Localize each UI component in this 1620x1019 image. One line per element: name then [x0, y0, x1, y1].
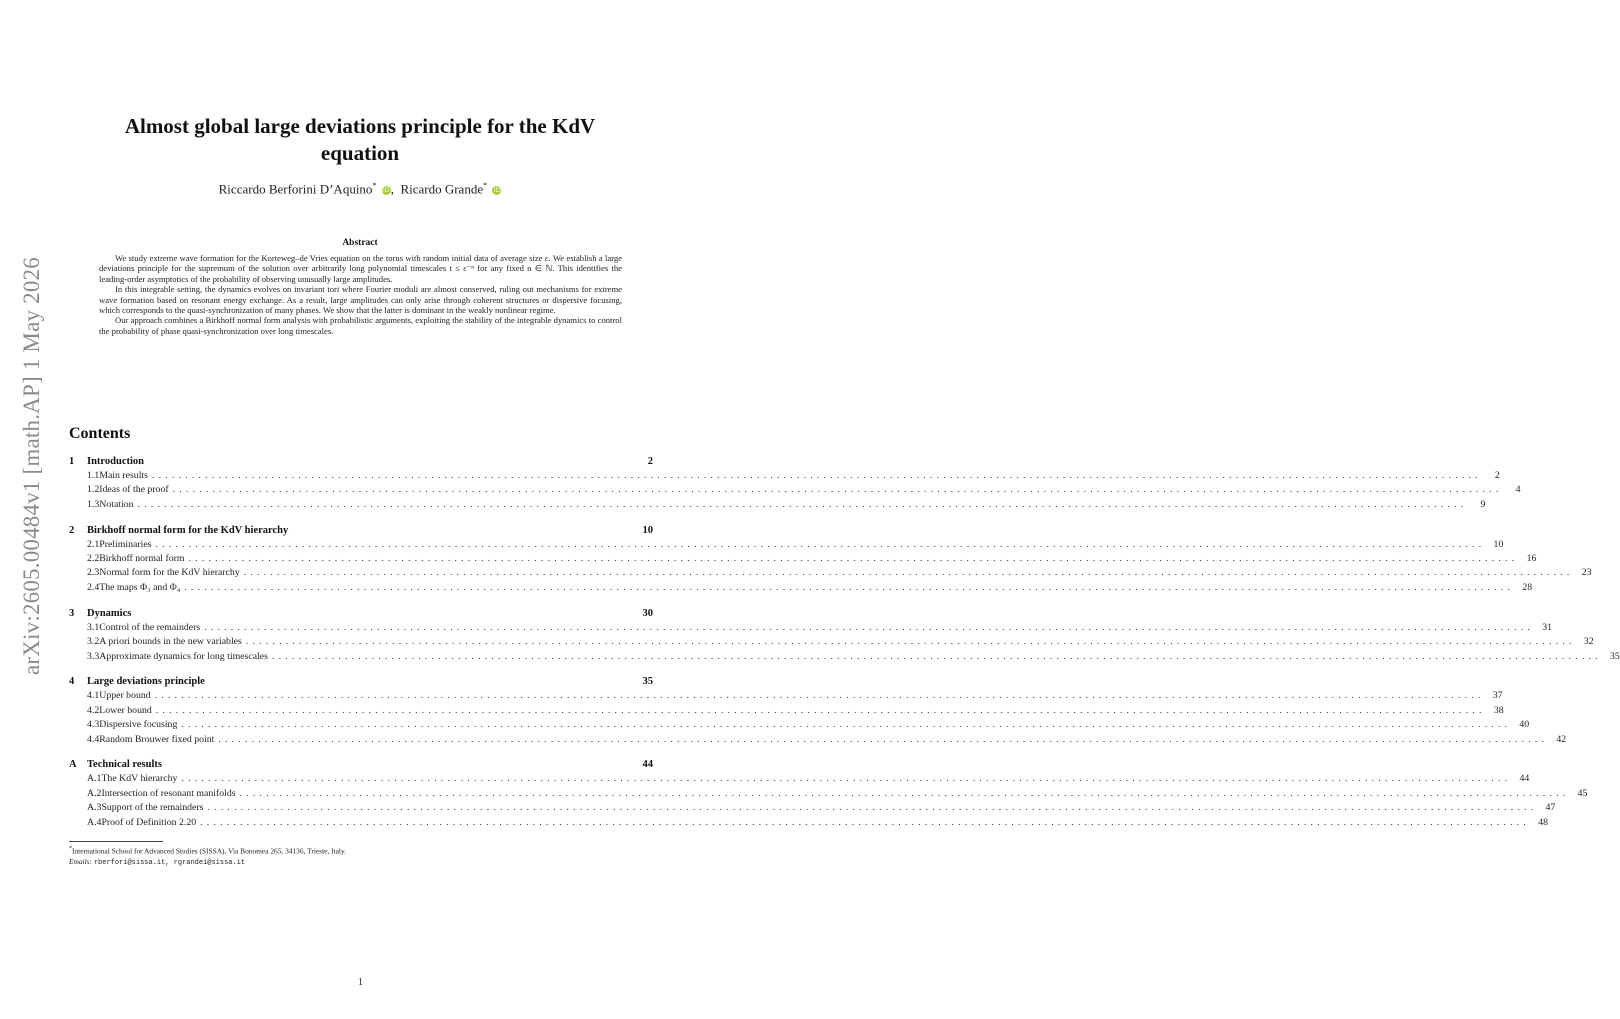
- toc-subsection-title[interactable]: Control of the remainders: [99, 621, 201, 633]
- toc-leader-dots: ........................................................................................................................................................................................................: [204, 621, 1535, 633]
- toc-subsection-page[interactable]: 31: [1542, 621, 1553, 633]
- page-number: 1: [358, 977, 363, 988]
- toc-leader-dots: ........................................................................................................................................................................................................: [245, 636, 1576, 648]
- author-list: Riccardo Berforini D’Aquino* iD, Ricardo Grande* iD: [218, 181, 500, 197]
- toc-subsection-number: 1.1: [87, 470, 100, 481]
- toc-subsection-title[interactable]: Normal form for the KdV hierarchy: [99, 567, 240, 579]
- toc-leader-dots: ........................................................................................................................................................................................................: [188, 553, 1519, 565]
- toc-subsection-title[interactable]: Upper bound: [99, 690, 151, 702]
- toc-section-page[interactable]: 44: [642, 759, 653, 771]
- table-of-contents: [69, 455, 1620, 830]
- toc-leader-dots: ........................................................................................................................................................................................................: [184, 581, 1515, 593]
- toc-subsection-page[interactable]: 40: [1519, 719, 1530, 731]
- toc-subsection-page[interactable]: 38: [1493, 704, 1504, 716]
- toc-subsection-page[interactable]: 48: [1538, 816, 1548, 828]
- toc-subsection-page[interactable]: 44: [1519, 773, 1530, 785]
- toc-subsection-page[interactable]: 35: [1609, 650, 1620, 662]
- toc-section-number: 3: [69, 607, 75, 619]
- toc-subsection[interactable]: [69, 581, 1533, 595]
- toc-leader-dots: ........................................................................................................................................................................................................: [271, 650, 1602, 662]
- toc-gap: [69, 595, 653, 607]
- toc-subsection-page[interactable]: 42: [1556, 733, 1567, 745]
- toc-leader-dots: ........................................................................................................................................................................................................: [207, 802, 1538, 814]
- toc-subsection-title[interactable]: Random Brouwer fixed point: [99, 733, 215, 745]
- toc-subsection-page[interactable]: 16: [1526, 553, 1537, 565]
- author-name: Riccardo Berforini D’Aquino: [218, 181, 373, 197]
- abstract-heading: Abstract: [342, 238, 378, 248]
- toc-subsection[interactable]: [69, 787, 1588, 801]
- author-affiliation-mark: *: [483, 181, 488, 190]
- toc-section-title[interactable]: Technical results: [87, 759, 162, 771]
- toc-subsection[interactable]: [69, 621, 1553, 635]
- toc-subsection-number: A.3: [87, 802, 102, 814]
- toc-subsection-title[interactable]: The maps Φ₃ and Φ₄: [99, 581, 181, 593]
- toc-leader-dots: ........................................................................................................................................................................................................: [200, 816, 1530, 828]
- toc-section-title[interactable]: Introduction: [87, 456, 144, 467]
- orcid-icon[interactable]: iD: [383, 187, 390, 195]
- toc-subsection[interactable]: [69, 498, 1486, 512]
- toc-subsection-page[interactable]: 23: [1581, 567, 1592, 579]
- toc-gap: [69, 664, 653, 676]
- toc-leader-dots: ........................................................................................................................................................................................................: [155, 704, 1486, 716]
- footnote-rule: [69, 841, 163, 842]
- toc-leader-dots: ........................................................................................................................................................................................................: [154, 690, 1485, 702]
- toc-subsection-number: 2.4: [87, 581, 100, 593]
- toc-subsection[interactable]: [69, 733, 1567, 747]
- toc-subsection-number: 4.1: [87, 690, 100, 702]
- toc-subsection-title[interactable]: Preliminaries: [99, 538, 152, 550]
- toc-subsection-number: 4.2: [87, 704, 100, 716]
- toc-subsection[interactable]: [69, 483, 1521, 497]
- toc-section-number: A: [69, 759, 77, 771]
- toc-subsection-page[interactable]: 4: [1515, 484, 1521, 496]
- toc-subsection[interactable]: [69, 552, 1537, 566]
- toc-leader-dots: ........................................................................................................................................................................................................: [218, 733, 1549, 745]
- toc-subsection-number: 3.1: [87, 621, 100, 633]
- toc-subsection-page[interactable]: 47: [1545, 802, 1556, 814]
- contents-heading: Contents: [69, 425, 131, 442]
- toc-subsection-number: A.4: [87, 816, 102, 828]
- toc-subsection-page[interactable]: 10: [1493, 538, 1504, 550]
- toc-subsection[interactable]: [69, 704, 1504, 718]
- toc-leader-dots: ........................................................................................................................................................................................................: [239, 787, 1570, 799]
- toc-subsection-page[interactable]: 9: [1480, 498, 1486, 510]
- toc-section[interactable]: [69, 758, 653, 772]
- toc-section[interactable]: [69, 455, 653, 469]
- arxiv-identifier: arXiv:2605.00484v1 [math.AP] 1 May 2026: [19, 257, 44, 675]
- toc-subsection-title[interactable]: Approximate dynamics for long timescales: [99, 650, 268, 662]
- orcid-icon[interactable]: iD: [493, 187, 500, 195]
- toc-subsection-title[interactable]: Proof of Definition 2.20: [101, 816, 197, 828]
- toc-subsection-number: 4.4: [87, 733, 100, 745]
- toc-gap: [69, 747, 653, 759]
- toc-subsection-page[interactable]: 32: [1583, 636, 1594, 648]
- toc-subsection-title[interactable]: Birkhoff normal form: [99, 553, 185, 565]
- toc-leader-dots: ........................................................................................................................................................................................................: [181, 719, 1512, 731]
- toc-subsection[interactable]: [69, 566, 1592, 580]
- toc-subsection-number: 1.3: [87, 498, 100, 510]
- toc-section[interactable]: [69, 675, 653, 689]
- toc-subsection-title[interactable]: Support of the remainders: [101, 802, 204, 814]
- toc-subsection-title[interactable]: A priori bounds in the new variables: [99, 636, 242, 648]
- toc-section-page[interactable]: 30: [642, 607, 653, 619]
- toc-subsection-number: 4.3: [87, 719, 100, 731]
- toc-subsection-title[interactable]: Intersection of resonant manifolds: [101, 787, 236, 799]
- toc-leader-dots: ........................................................................................................................................................................................................: [151, 470, 1482, 481]
- toc-subsection-page[interactable]: 37: [1492, 690, 1503, 702]
- footnote-affiliation: International School for Advanced Studies (SISSA), Via Bonomea 265, 34136, Trieste, Italy.: [72, 846, 347, 856]
- toc-subsection-page[interactable]: 45: [1577, 787, 1588, 799]
- toc-section[interactable]: [69, 607, 653, 621]
- author-name: Ricardo Grande: [400, 181, 484, 197]
- toc-subsection[interactable]: [69, 538, 1504, 552]
- toc-subsection-page[interactable]: 2: [1494, 470, 1500, 481]
- toc-subsection[interactable]: [69, 635, 1594, 649]
- toc-leader-dots: ........................................................................................................................................................................................................: [155, 538, 1486, 550]
- toc-section-page[interactable]: 35: [642, 676, 653, 688]
- footnote-mark: *: [69, 846, 72, 852]
- toc-subsection-title[interactable]: Dispersive focusing: [99, 719, 178, 731]
- toc-section-title[interactable]: Large deviations principle: [87, 676, 205, 688]
- toc-subsection-number: 3.2: [87, 636, 100, 648]
- toc-subsection-title[interactable]: Main results: [99, 470, 148, 481]
- toc-subsection-title[interactable]: The KdV hierarchy: [101, 773, 178, 785]
- toc-subsection-number: A.1: [87, 773, 102, 785]
- paper-title: Almost global large deviations principle for the KdV equation: [124, 114, 596, 165]
- toc-leader-dots: ........................................................................................................................................................................................................: [172, 484, 1503, 496]
- toc-section-number: 1: [69, 456, 75, 467]
- toc-subsection[interactable]: [69, 816, 1548, 830]
- toc-leader-dots: ........................................................................................................................................................................................................: [137, 498, 1468, 510]
- toc-subsection[interactable]: [69, 801, 1556, 815]
- abstract-body: [99, 253, 622, 336]
- toc-section-number: 4: [69, 676, 75, 688]
- toc-section-title[interactable]: Dynamics: [87, 607, 132, 619]
- toc-subsection-number: A.2: [87, 787, 102, 799]
- toc-section-title[interactable]: Birkhoff normal form for the KdV hierarchy: [87, 524, 289, 536]
- toc-section[interactable]: [69, 524, 653, 538]
- toc-subsection[interactable]: [69, 469, 1500, 483]
- abstract-paragraph: In this integrable setting, the dynamics evolves on invariant tori where Fourier moduli are almost conserved, ruling out mechanisms for extreme wave formation based on resonant energy exchange. As a result, large amplitudes can only arise through coherent structures or dispersive focusing, which corresponds to the quasi-synchronization of many phases. We show that the latter is dominant in the weakly nonlinear regime.: [99, 284, 622, 316]
- toc-subsection[interactable]: [69, 772, 1530, 786]
- toc-subsection-number: 2.2: [87, 553, 100, 565]
- abstract-paragraph: We study extreme wave formation for the Korteweg–de Vries equation on the torus with random initial data of average size ε. We establish a large deviations principle for the supremum of the solution over arbitrarily long polynomial timescales t ≤ ε⁻ⁿ for any fixed n ∈ ℕ. This identifies the leading-order asymptotics of the probability of observing unusually large amplitudes.: [99, 253, 622, 284]
- toc-section-page[interactable]: 2: [647, 456, 653, 467]
- toc-subsection-title[interactable]: Ideas of the proof: [99, 484, 169, 496]
- toc-subsection[interactable]: [69, 689, 1503, 703]
- toc-section-page[interactable]: 10: [642, 524, 653, 536]
- toc-subsection-number: 2.1: [87, 538, 100, 550]
- abstract-paragraph: Our approach combines a Birkhoff normal form analysis with probabilistic arguments, exploiting the stability of the integrable dynamics to control the probability of phase quasi-synchronization over long timescales.: [99, 315, 622, 336]
- toc-subsection[interactable]: [69, 650, 1620, 664]
- toc-subsection-page[interactable]: 28: [1522, 581, 1533, 593]
- toc-subsection-title[interactable]: Notation: [99, 498, 134, 510]
- toc-subsection-title[interactable]: Lower bound: [99, 704, 152, 716]
- toc-subsection-number: 2.3: [87, 567, 100, 579]
- toc-subsection-number: 1.2: [87, 484, 100, 496]
- toc-section-number: 2: [69, 524, 75, 536]
- footnote-emails[interactable]: rberfori@sissa.it, rgrandei@sissa.it: [93, 859, 246, 868]
- toc-subsection[interactable]: [69, 718, 1530, 732]
- toc-gap: [69, 512, 653, 524]
- footnote: [69, 844, 346, 869]
- toc-leader-dots: ........................................................................................................................................................................................................: [181, 773, 1512, 785]
- author-affiliation-mark: *: [372, 181, 377, 190]
- toc-subsection-number: 3.3: [87, 650, 100, 662]
- footnote-emails-label: Emails:: [69, 857, 92, 867]
- toc-leader-dots: ........................................................................................................................................................................................................: [243, 567, 1574, 579]
